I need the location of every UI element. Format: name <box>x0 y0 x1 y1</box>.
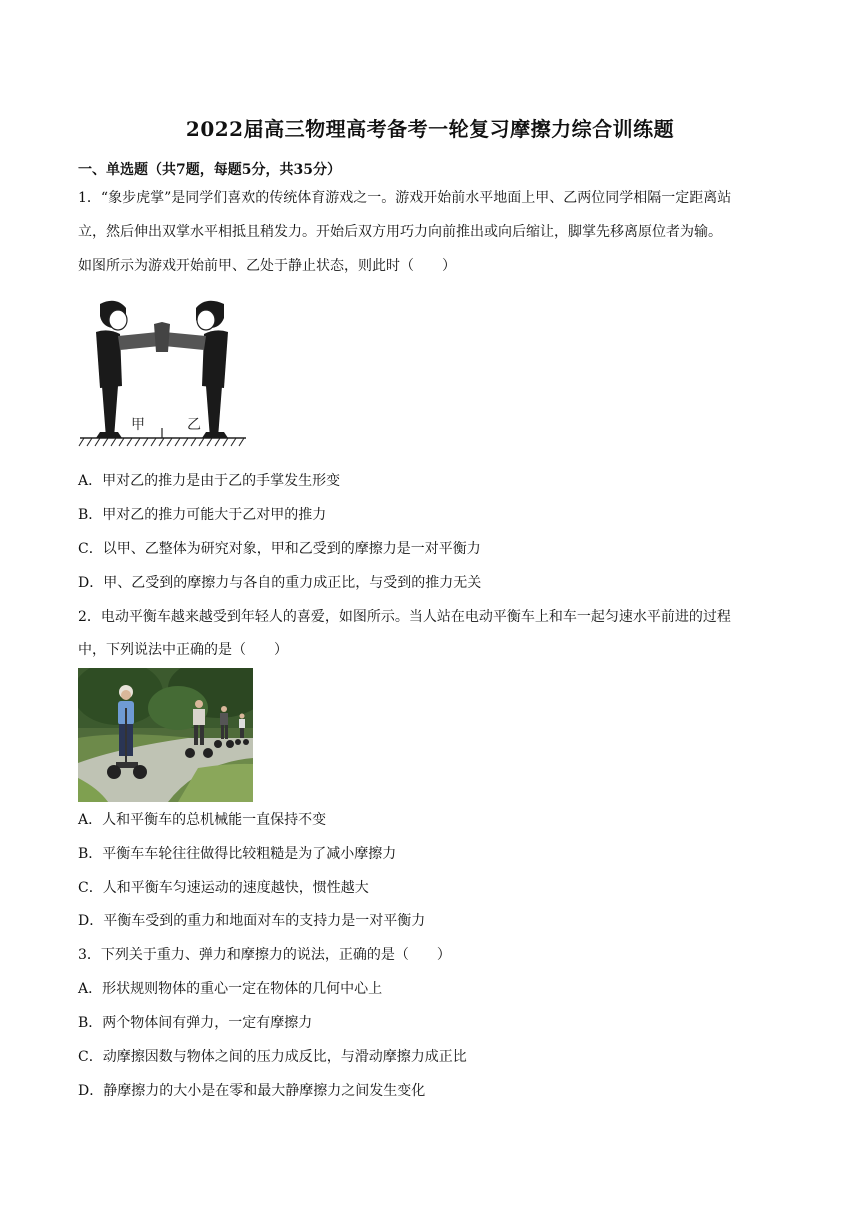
question-1-option-d: D．甲、乙受到的摩擦力与各自的重力成正比，与受到的推力无关 <box>78 575 482 591</box>
question-2-option-b: B．平衡车车轮往往做得比较粗糙是为了减小摩擦力 <box>78 846 397 862</box>
question-1-option-a: A．甲对乙的推力是由于乙的手掌发生形变 <box>78 473 341 489</box>
page-title: 2022届高三物理高考备考一轮复习摩擦力综合训练题 <box>185 117 675 141</box>
question-3-option-c: C．动摩擦因数与物体之间的压力成反比，与滑动摩擦力成正比 <box>78 1049 467 1065</box>
question-1-stem-line-1: 1．“象步虎掌”是同学们喜欢的传统体育游戏之一。游戏开始前水平地面上甲、乙两位同学相隔一定距离站 <box>78 190 732 206</box>
question-1-option-c: C．以甲、乙整体为研究对象，甲和乙受到的摩擦力是一对平衡力 <box>78 541 481 557</box>
question-2-stem-line-2: 中，下列说法中正确的是（ ） <box>78 642 288 658</box>
label-jia: 甲 <box>131 417 145 433</box>
question-2-stem-line-1: 2．电动平衡车越来越受到年轻人的喜爱，如图所示。当人站在电动平衡车上和车一起匀速水平前进的过程 <box>78 609 731 625</box>
label-yi: 乙 <box>187 417 201 433</box>
question-3-option-a: A．形状规则物体的重心一定在物体的几何中心上 <box>78 981 383 997</box>
question-2-option-a: A．人和平衡车的总机械能一直保持不变 <box>78 812 327 828</box>
two-people-pushing-figure <box>78 296 248 448</box>
question-2-option-c: C．人和平衡车匀速运动的速度越快，惯性越大 <box>78 880 369 896</box>
question-1-stem-line-2: 立，然后伸出双掌水平相抵且稍发力。开始后双方用巧力向前推出或向后缩让，脚掌先移离原位者为输。 <box>78 224 722 240</box>
question-3-option-b: B．两个物体间有弹力，一定有摩擦力 <box>78 1015 313 1031</box>
segway-riders-photo <box>78 668 253 802</box>
question-1-stem-line-3: 如图所示为游戏开始前甲、乙处于静止状态，则此时（ ） <box>78 258 456 274</box>
section-heading: 一、单选题（共7题，每题5分，共35分） <box>78 162 341 178</box>
question-3-option-d: D．静摩擦力的大小是在零和最大静摩擦力之间发生变化 <box>78 1083 426 1099</box>
question-2-option-d: D．平衡车受到的重力和地面对车的支持力是一对平衡力 <box>78 913 426 929</box>
question-1-option-b: B．甲对乙的推力可能大于乙对甲的推力 <box>78 507 327 523</box>
question-3-stem-line-1: 3．下列关于重力、弹力和摩擦力的说法，正确的是（ ） <box>78 947 451 963</box>
